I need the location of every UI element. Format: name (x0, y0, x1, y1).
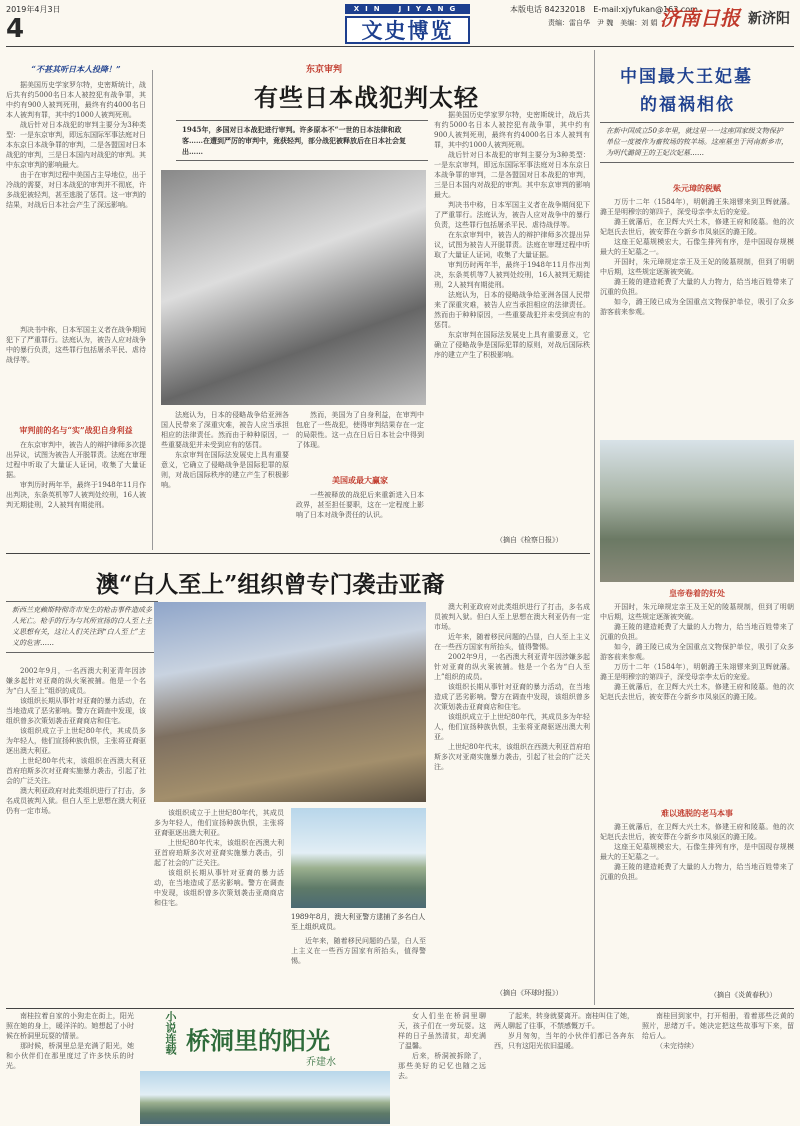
paragraph: 南桂回到家中，打开相册，看着那些泛黄的照片，思绪万千。她决定把这些故事写下来，留给后人。 (642, 1012, 794, 1040)
article-title: 有些日本战犯判太轻 (254, 83, 479, 112)
paragraph: 开国时，朱元璋规定亲王及王妃的陵墓规制，但到了明朝中后期，这些规定逐渐被突破。 (600, 258, 794, 276)
header-rule (6, 46, 794, 47)
paragraph: 澳大利亚政府对此类组织进行了打击，多名成员被判入狱。但白人至上思想在澳大利亚仍有一定市场。 (6, 787, 146, 815)
article-summary: 1945年，多国对日本战犯进行审判。许多原本不“一世的日本法律和政客……在遭到严厉的审判中，竟获轻判，部分战犯被释放后在日本社会复出…… (176, 120, 428, 161)
sub-heading: 难以逃脱的老马本事 (661, 808, 733, 818)
paragraph: 据美国历史学家罗尔特，史密斯统计，战后共有约5000名日本人被控犯有战争罪，其中约有900人被判死刑，最终有约4000名日本人被判有罪，其中约1000人被判死刑。 (434, 111, 590, 149)
paragraph: 审判历时两年半，最终于1948年11月作出判决，东条英机等7人被判处绞刑，16人被判无期徒刑，2人被判有期徒刑。 (434, 261, 590, 289)
sub-heading: 朱元璋的税赋 (673, 183, 721, 193)
article1-col1b (6, 325, 146, 420)
article2-col3 (291, 936, 426, 998)
protest-photo (154, 602, 426, 802)
sub-heading: 皇帝卷着的好处 (669, 588, 725, 598)
article2-col4 (434, 602, 590, 982)
paragraph: 判决书中称，日本军国主义者在战争期间犯下了严重罪行。法庭认为，被告人应对战争中的暴行负责，这些罪行包括屠杀平民、虐待战俘等。 (6, 326, 146, 364)
article1-col2 (161, 410, 289, 550)
source-note: （摘自《炎黄春秋》） (710, 991, 777, 999)
paragraph: 潞王陵的建造耗费了大量的人力物力，给当地百姓带来了沉重的负担。 (600, 278, 794, 296)
photo-caption: 1989年8月，澳大利亚警方逮捕了多名白人至上组织成员。 (291, 913, 426, 931)
section-pinyin: XIN JIYANG (345, 4, 470, 14)
paragraph: 这座王妃墓规模宏大，石像生排列有序，是中国现存规模最大的王妃墓之一。 (600, 843, 794, 861)
paragraph: 如今，潞王陵已成为全国重点文物保护单位，吸引了众多游客前来参观。 (600, 643, 794, 661)
section-rule (6, 553, 590, 554)
article1-col1 (6, 80, 146, 320)
article1-col3 (296, 410, 424, 470)
newspaper-brand: 济南日报 (660, 6, 740, 30)
paragraph: 潞王就藩后，在卫辉大兴土木，修建王府和陵墓。他的次妃赵氏去世后，被安葬在今新乡市凤泉区的潞王陵。 (600, 823, 794, 841)
paragraph: 战后针对日本战犯的审判主要分为3种类型：一是东京审判，即远东国际军事法庭对日本东京日本战争罪的审判，二是各盟国对日本战犯的审判，三是日本国内对战犯的审判。其中东京审判的影响最大。 (434, 151, 590, 199)
paragraph: 近年来，随着移民问题的凸显，白人至上主义在一些西方国家有所抬头，值得警惕。 (434, 633, 590, 651)
paragraph: 该组织成立于上世纪80年代，其成员多为年轻人，他们宣扬种族仇恨，主张将亚裔驱逐出澳大利亚。 (6, 727, 146, 755)
article4-col4 (642, 1011, 794, 1124)
paragraph: 法庭认为，日本的侵略战争给亚洲各国人民带来了深重灾难，被告人应当承担相应的法律责任。然而由于种种原因，一些重要战犯并未受到应有的惩罚。 (161, 411, 289, 449)
intro-heading: “不甚其听日本人投降！” (31, 64, 121, 74)
paragraph: 女人们坐在桥洞里聊天，孩子们在一旁玩耍。这样的日子虽然清贫，却充满了温馨。 (398, 1012, 486, 1050)
paragraph: 近年来，随着移民问题的凸显，白人至上主义在一些西方国家有所抬头，值得警惕。 (291, 937, 426, 965)
sub-heading: 审判前的名与“实”战犯自身利益 (19, 425, 133, 435)
article3-col2 (600, 602, 794, 802)
article-intro: 新西兰克赖斯特彻奇市发生的枪击事件造成多人死亡。枪手的行为与其所宣扬的白人至上主义思想有关，这让人们关注到“白人至上”主义的危害…… (6, 601, 158, 653)
paragraph: 开国时，朱元璋规定亲王及王妃的陵墓规制，但到了明朝中后期，这些规定逐渐被突破。 (600, 603, 794, 621)
article2-col1 (6, 666, 146, 1001)
paragraph: （未完待续） (656, 1042, 698, 1050)
author: 乔建水 (306, 1057, 336, 1068)
paragraph: 2002年9月，一名西澳大利亚青年因涉嫌多起针对亚裔的纵火案被捕。他是一个名为“白人至上”组织的成员。 (6, 667, 146, 695)
article-serial-novel (6, 1011, 794, 1124)
sub-heading: 美国或最大赢家 (332, 475, 388, 485)
paragraph: 2002年9月，一名西澳大利亚青年因涉嫌多起针对亚裔的纵火案被捕。他是一个名为“白人至上”组织的成员。 (434, 653, 590, 681)
article-tokyo-trial (6, 50, 590, 550)
paragraph: 审判历时两年半，最终于1948年11月作出判决，东条英机等7人被判处绞刑，16人被判无期徒刑，2人被判有期徒刑。 (6, 481, 146, 509)
paragraph: 潞王就藩后，在卫辉大兴土木，修建王府和陵墓。他的次妃赵氏去世后，被安葬在今新乡市凤泉区的潞王陵。 (600, 683, 794, 701)
page-number: 4 (6, 14, 25, 44)
paragraph: 岁月匆匆，当年的小伙伴们都已各奔东西，只有这阳光依旧温暖。 (494, 1032, 634, 1050)
paragraph: 该组织长期从事针对亚裔的暴力活动，在当地造成了恶劣影响。警方在调查中发现，该组织曾多次策划袭击亚裔商店和住宅。 (154, 869, 284, 907)
article4-col3 (494, 1011, 634, 1124)
paragraph: 该组织长期从事针对亚裔的暴力活动，在当地造成了恶劣影响。警方在调查中发现，该组织曾多次策划袭击亚裔商店和住宅。 (6, 697, 146, 725)
paragraph: 判决书中称，日本军国主义者在战争期间犯下了严重罪行。法庭认为，被告人应对战争中的暴行负责，这些罪行包括屠杀平民、虐待战俘等。 (434, 201, 590, 229)
paragraph: 在东京审判中，被告人的辩护律师多次提出异议，试图为被告人开脱罪责。法庭在审理过程中听取了大量证人证词，收集了大量证据。 (434, 231, 590, 259)
article-intro: 在新中国成立50多年里，就这里一一这座国家级文物保护单位一度被作为畜牧场的牧羊场。这座墓坐于河南新乡市，为明代潞简王的王妃次妃墓…… (600, 122, 794, 163)
paragraph: 在东京审判中，被告人的辩护律师多次提出异议，试图为被告人开脱罪责。法庭在审理过程中听取了大量证人证词，收集了大量证据。 (6, 441, 146, 479)
paragraph: 该组织长期从事针对亚裔的暴力活动，在当地造成了恶劣影响。警方在调查中发现，该组织曾多次策划袭击亚裔商店和住宅。 (434, 683, 590, 711)
paragraph: 了起来，转身就要离开。南桂叫住了她，两人聊起了往事，不禁感慨万千。 (494, 1012, 634, 1030)
paragraph: 战后针对日本战犯的审判主要分为3种类型：一是东京审判，即远东国际军事法庭对日本东京日本战争罪的审判，二是各盟国对日本战犯的审判，三是日本国内对战犯的审判。其中东京审判的影响最大。 (6, 121, 146, 169)
source-note: （摘自《环球时报》） (496, 989, 563, 997)
article1-col4 (434, 110, 590, 530)
paragraph: 澳大利亚政府对此类组织进行了打击，多名成员被判入狱。但白人至上思想在澳大利亚仍有一定市场。 (434, 603, 590, 631)
paragraph: 南桂拉着自家的小狗走在街上，阳光照在她的身上，暖洋洋的。她想起了小时候在桥洞里玩耍的情景。 (6, 1012, 134, 1040)
article-title-line2: 的福祸相依 (640, 95, 735, 115)
article2-col2 (154, 808, 284, 998)
column-tag: 小说连载 (164, 1011, 177, 1055)
article-title: 澳“白人至上”组织曾专门袭击亚裔 (96, 571, 445, 598)
trial-photo (161, 170, 426, 405)
tomb-photo (600, 440, 794, 582)
bridge-photo (140, 1071, 390, 1124)
article-title: 桥洞里的阳光 (186, 1026, 330, 1055)
column-rule (594, 50, 595, 1005)
source-note: （摘自《检察日报》） (496, 536, 563, 544)
article-white-supremacy (6, 556, 590, 1006)
article1-col1c (6, 440, 146, 550)
paragraph: 万历十二年（1584年），明朝潞王朱翊镠来到卫辉就藩。潞王是明穆宗的第四子，深受母亲李太后的宠爱。 (600, 198, 794, 216)
section-title: 文史博览 (345, 16, 470, 44)
paragraph: 潞王就藩后，在卫辉大兴土木，修建王府和陵墓。他的次妃赵氏去世后，被安葬在今新乡市凤泉区的潞王陵。 (600, 218, 794, 236)
paragraph: 后来，桥洞被拆除了，那些美好的记忆也随之远去。 (398, 1052, 486, 1080)
paragraph: 东京审判在国际法发展史上具有重要意义，它确立了侵略战争是国际犯罪的原则，对战后国际秩序的建立产生了积极影响。 (434, 331, 590, 359)
paragraph: 万历十二年（1584年），明朝潞王朱翊镠来到卫辉就藩。潞王是明穆宗的第四子，深受母亲李太后的宠爱。 (600, 663, 794, 681)
section-tag: 东京审判 (306, 65, 343, 75)
article1-col3b (296, 490, 424, 550)
article-princess-tomb (600, 50, 794, 1005)
paragraph: 潞王陵的建造耗费了大量的人力物力，给当地百姓带来了沉重的负担。 (600, 623, 794, 641)
paragraph: 该组织成立于上世纪80年代，其成员多为年轻人，他们宣扬种族仇恨，主张将亚裔驱逐出澳大利亚。 (434, 713, 590, 741)
paragraph: 如今，潞王陵已成为全国重点文物保护单位，吸引了众多游客前来参观。 (600, 298, 794, 316)
article3-col1 (600, 197, 794, 432)
article3-col3 (600, 822, 794, 987)
contact-info: 本版电话 84232018 E-mail:xjyfukan@163.com (510, 5, 698, 14)
article4-col1 (6, 1011, 134, 1124)
building-photo (291, 808, 426, 908)
article4-col2 (398, 1011, 486, 1124)
article-title-line1: 中国最大王妃墓 (620, 67, 753, 87)
paragraph: 这座王妃墓规模宏大，石像生排列有序，是中国现存规模最大的王妃墓之一。 (600, 238, 794, 256)
paragraph: 那时候，桥洞里总是充满了阳光，她和小伙伴们在那里度过了许多快乐的时光。 (6, 1042, 134, 1070)
paragraph: 上世纪80年代末，该组织在西澳大利亚首府珀斯多次对亚裔实施暴力袭击，引起了社会的广泛关注。 (434, 743, 590, 771)
column-rule (152, 70, 153, 550)
paragraph: 然而，美国为了自身利益，在审判中包庇了一些战犯，使得审判结果存在一定的局限性。这一点在日后日本社会中得到了体现。 (296, 411, 424, 449)
paragraph: 由于在审判过程中美国占主导地位，出于冷战的需要，对日本战犯的审判并不彻底，许多战犯被轻判，甚至逃脱了惩罚。这一审判的结果，对战后日本社会产生了深远影响。 (6, 171, 146, 209)
paragraph: 上世纪80年代末，该组织在西澳大利亚首府珀斯多次对亚裔实施暴力袭击，引起了社会的广泛关注。 (6, 757, 146, 785)
issue-date: 2019年4月3日 (6, 5, 61, 14)
paragraph: 据美国历史学家罗尔特，史密斯统计，战后共有约5000名日本人被控犯有战争罪，其中约有900人被判死刑，最终有约4000名日本人被判有罪，其中约1000人被判死刑。 (6, 81, 146, 119)
paragraph: 东京审判在国际法发展史上具有重要意义，它确立了侵略战争是国际犯罪的原则，对战后国际秩序的建立产生了积极影响。 (161, 451, 289, 489)
section-rule (6, 1008, 794, 1009)
paragraph: 一些被释放的战犯后来重新进入日本政界，甚至担任要职，这在一定程度上影响了日本对战争责任的认识。 (296, 491, 424, 519)
paragraph: 潞王陵的建造耗费了大量的人力物力，给当地百姓带来了沉重的负担。 (600, 863, 794, 881)
editor-credits: 责编：雷自华 尹 魏 美编：刘 娟 (548, 19, 658, 27)
paragraph: 上世纪80年代末，该组织在西澳大利亚首府珀斯多次对亚裔实施暴力袭击，引起了社会的广泛关注。 (154, 839, 284, 867)
paragraph: 该组织成立于上世纪80年代，其成员多为年轻人，他们宣扬种族仇恨，主张将亚裔驱逐出澳大利亚。 (154, 809, 284, 837)
newspaper-sub-brand: 新济阳 (748, 11, 790, 27)
paragraph: 法庭认为，日本的侵略战争给亚洲各国人民带来了深重灾难，被告人应当承担相应的法律责任。然而由于种种原因，一些重要战犯并未受到应有的惩罚。 (434, 291, 590, 329)
